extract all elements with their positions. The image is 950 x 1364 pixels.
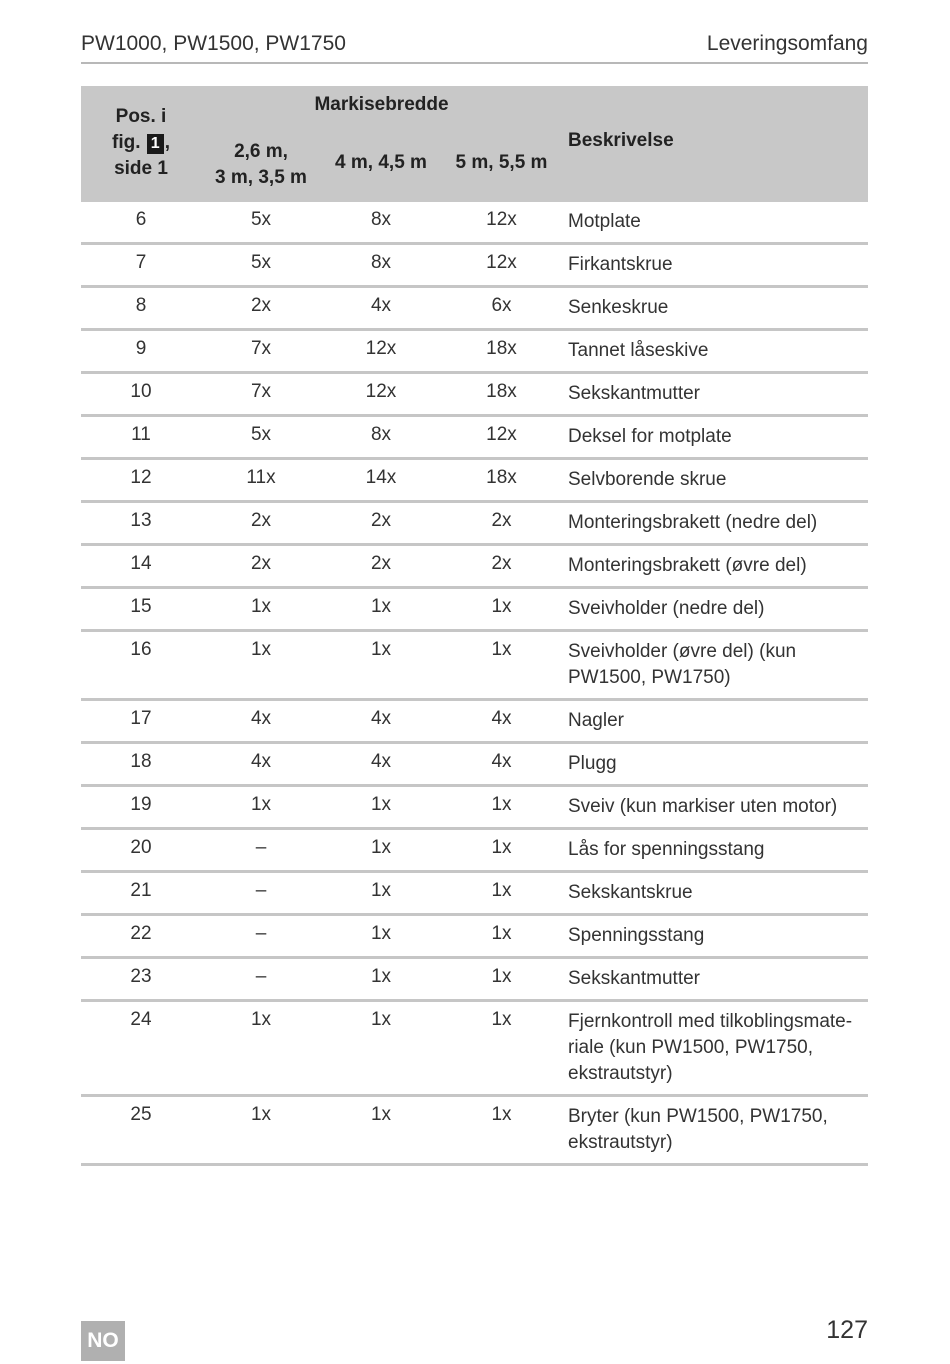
- qty-medium-cell: 1x: [370, 1104, 392, 1125]
- table-row: [81, 374, 868, 417]
- table-row: [81, 873, 868, 916]
- qty-small-cell: 1x: [250, 1009, 272, 1030]
- description-cell: Monteringsbrakett (øvre del): [568, 555, 807, 576]
- description-cell: Spenningsstang: [568, 925, 705, 946]
- qty-large-cell: 12x: [486, 252, 517, 273]
- qty-medium-cell: 1x: [370, 794, 392, 815]
- table-row: [81, 632, 868, 701]
- description-cell: Sveivholder (nedre del): [568, 598, 765, 619]
- qty-medium-cell: 1x: [370, 1009, 392, 1030]
- qty-small-cell: –: [255, 837, 267, 858]
- description-cell: Sekskantmutter: [568, 383, 700, 404]
- qty-large-cell: 4x: [491, 751, 512, 772]
- table-row: [81, 1097, 868, 1166]
- qty-medium-cell: 8x: [370, 252, 392, 273]
- description-cell: Sekskantmutter: [568, 968, 700, 989]
- pos-cell: 14: [130, 553, 152, 574]
- pos-cell: 19: [130, 794, 152, 815]
- pos-cell: 17: [130, 708, 152, 729]
- product-models: PW1000, PW1500, PW1750: [81, 32, 346, 55]
- qty-small-cell: –: [255, 880, 267, 901]
- qty-large-cell: 12x: [486, 209, 517, 230]
- pos-header-line1: Pos. i: [115, 106, 167, 127]
- qty-large-cell: 1x: [491, 923, 512, 944]
- description-column-header: Beskrivelse: [568, 130, 674, 151]
- table-row: [81, 787, 868, 830]
- width-group-header: Markisebredde: [314, 94, 449, 115]
- pos-cell: 23: [130, 966, 152, 987]
- qty-medium-cell: 1x: [370, 837, 392, 858]
- page-header: [81, 30, 868, 64]
- table-row: [81, 701, 868, 744]
- qty-medium-cell: 1x: [370, 966, 392, 987]
- description-cell: Motplate: [568, 211, 641, 232]
- qty-medium-cell: 12x: [365, 381, 397, 402]
- qty-small-cell: –: [255, 923, 267, 944]
- qty-small-cell: 1x: [250, 639, 272, 660]
- description-cell: Selvborende skrue: [568, 469, 727, 490]
- parts-table: [81, 86, 868, 1166]
- qty-large-cell: 1x: [491, 1104, 512, 1125]
- pos-cell: 11: [131, 424, 151, 445]
- qty-small-cell: 5x: [250, 424, 272, 445]
- table-row: [81, 460, 868, 503]
- table-row: [81, 916, 868, 959]
- pos-header-line2: [81, 130, 201, 156]
- page-number: 127: [826, 1316, 868, 1344]
- description-cell: Lås for spenningsstang: [568, 839, 765, 860]
- table-row: [81, 589, 868, 632]
- qty-large-cell: 12x: [486, 424, 517, 445]
- qty-large-cell: 18x: [486, 338, 517, 359]
- pos-cell: 20: [130, 837, 152, 858]
- qty-medium-cell: 1x: [370, 596, 392, 617]
- qty-medium-cell: 4x: [370, 751, 392, 772]
- description-cell: Fjernkontroll med tilkoblingsmate-riale (kun PW1500, PW1750, ekstrautstyr): [568, 1011, 853, 1084]
- description-cell: Bryter (kun PW1500, PW1750, ekstrautstyr): [568, 1106, 828, 1153]
- description-cell: Firkantskrue: [568, 254, 673, 275]
- qty-small-cell: 1x: [250, 1104, 272, 1125]
- qty-medium-cell: 2x: [370, 553, 392, 574]
- qty-medium-cell: 8x: [370, 209, 392, 230]
- figure-number-badge: 1: [147, 134, 164, 154]
- table-row: [81, 331, 868, 374]
- table-row: [81, 830, 868, 873]
- qty-medium-cell: 12x: [365, 338, 397, 359]
- pos-cell: 16: [130, 639, 152, 660]
- qty-medium-cell: 8x: [370, 424, 392, 445]
- description-cell: Sveiv (kun markiser uten motor): [568, 796, 838, 817]
- qty-medium-cell: 1x: [370, 923, 392, 944]
- fig-comma: ,: [164, 132, 170, 153]
- table-row: [81, 288, 868, 331]
- qty-medium-cell: 14x: [365, 467, 397, 488]
- table-row: [81, 546, 868, 589]
- qty-large-cell: 18x: [486, 381, 517, 402]
- qty-small-cell: 2x: [250, 510, 272, 531]
- qty-large-cell: 1x: [491, 639, 512, 660]
- pos-header-line3: side 1: [114, 158, 168, 179]
- qty-small-cell: 1x: [250, 794, 272, 815]
- description-cell: Senkeskrue: [568, 297, 669, 318]
- table-row: [81, 1002, 868, 1097]
- table-row: [81, 959, 868, 1002]
- qty-medium-cell: 2x: [370, 510, 392, 531]
- qty-large-cell: 1x: [491, 880, 512, 901]
- table-body: [81, 202, 868, 1166]
- pos-cell: 12: [130, 467, 152, 488]
- qty-large-cell: 2x: [491, 510, 512, 531]
- qty-medium-cell: 4x: [370, 295, 392, 316]
- qty-large-cell: 18x: [486, 467, 517, 488]
- qty-small-cell: 4x: [250, 708, 272, 729]
- description-cell: Sveivholder (øvre del) (kun PW1500, PW1750): [568, 641, 797, 688]
- table-row: [81, 202, 868, 245]
- pos-cell: 18: [130, 751, 152, 772]
- table-row: [81, 503, 868, 546]
- pos-cell: 22: [130, 923, 152, 944]
- qty-large-cell: 4x: [491, 708, 512, 729]
- qty-large-cell: 1x: [491, 966, 512, 987]
- description-cell: Monteringsbrakett (nedre del): [568, 512, 818, 533]
- width-header-small-line2: 3 m, 3,5 m: [215, 167, 307, 188]
- qty-small-cell: –: [255, 966, 267, 987]
- pos-cell: 24: [130, 1009, 152, 1030]
- qty-small-cell: 2x: [250, 553, 272, 574]
- pos-cell: 10: [130, 381, 152, 402]
- qty-small-cell: 5x: [250, 252, 272, 273]
- description-cell: Sekskantskrue: [568, 882, 693, 903]
- table-header: [81, 86, 868, 202]
- qty-large-cell: 2x: [491, 553, 512, 574]
- description-cell: Tannet låseskive: [568, 340, 709, 361]
- pos-column-header: [81, 104, 201, 182]
- description-cell: Nagler: [568, 710, 624, 731]
- table-row: [81, 744, 868, 787]
- width-header-small-line1: 2,6 m,: [234, 141, 288, 162]
- pos-cell: 7: [135, 252, 147, 273]
- qty-large-cell: 1x: [491, 596, 512, 617]
- qty-large-cell: 6x: [491, 295, 512, 316]
- width-header-medium: 4 m, 4,5 m: [335, 152, 427, 173]
- qty-large-cell: 1x: [491, 837, 512, 858]
- qty-large-cell: 1x: [491, 794, 512, 815]
- width-header-large: 5 m, 5,5 m: [455, 152, 548, 173]
- pos-cell: 25: [130, 1104, 152, 1125]
- qty-small-cell: 11x: [246, 467, 276, 488]
- pos-cell: 21: [130, 880, 152, 901]
- pos-cell: 15: [130, 596, 152, 617]
- qty-small-cell: 5x: [250, 209, 272, 230]
- table-row: [81, 245, 868, 288]
- width-header-small: [201, 139, 321, 191]
- qty-small-cell: 1x: [250, 596, 272, 617]
- language-badge: NO: [81, 1321, 125, 1361]
- qty-large-cell: 1x: [491, 1009, 512, 1030]
- qty-small-cell: 4x: [250, 751, 272, 772]
- description-cell: Plugg: [568, 753, 617, 774]
- pos-cell: 9: [135, 338, 147, 359]
- qty-medium-cell: 4x: [370, 708, 392, 729]
- qty-medium-cell: 1x: [370, 639, 392, 660]
- pos-cell: 8: [135, 295, 147, 316]
- qty-small-cell: 7x: [250, 338, 272, 359]
- qty-small-cell: 7x: [250, 381, 272, 402]
- qty-small-cell: 2x: [250, 295, 272, 316]
- pos-cell: 6: [135, 209, 147, 230]
- section-title: Leveringsomfang: [706, 32, 868, 55]
- fig-label: fig.: [112, 132, 141, 153]
- pos-cell: 13: [130, 510, 152, 531]
- description-cell: Deksel for motplate: [568, 426, 732, 447]
- table-row: [81, 417, 868, 460]
- qty-medium-cell: 1x: [370, 880, 392, 901]
